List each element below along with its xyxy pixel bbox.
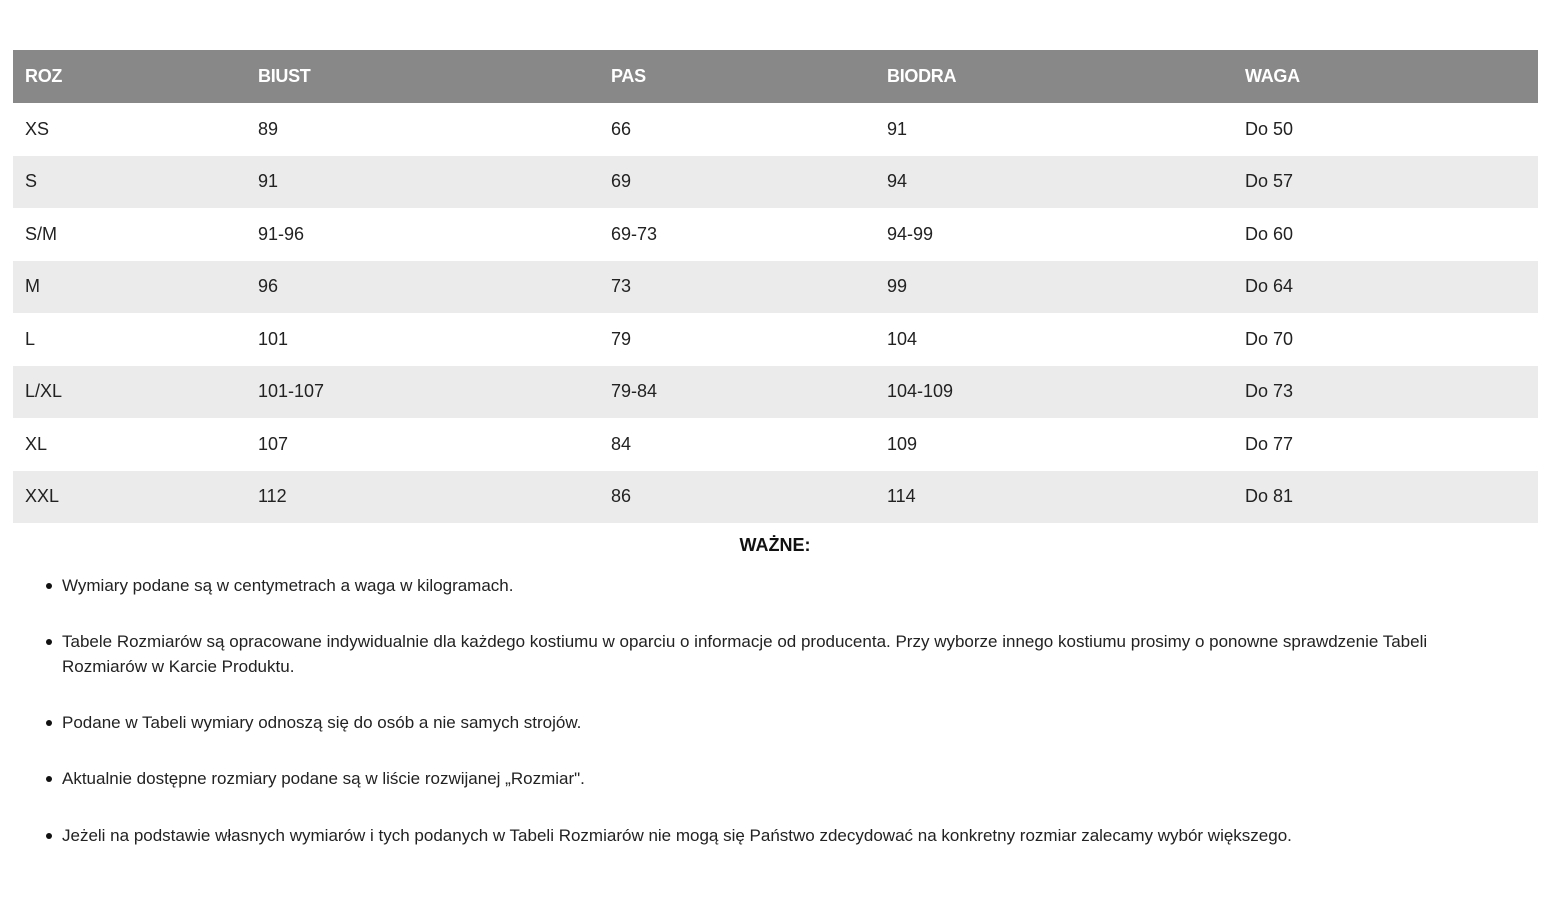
cell-hips: 109 bbox=[875, 418, 1233, 471]
cell-bust: 107 bbox=[246, 418, 599, 471]
list-item-text: Tabele Rozmiarów są opracowane indywidualnie dla każdego kostiumu w oparciu o informacje od producenta. Przy wyborze innego kostiumu prosimy o ponowne sprawdzenie Tabeli Rozmiarów w Karcie Produktu. bbox=[62, 632, 1428, 676]
cell-hips: 104-109 bbox=[875, 366, 1233, 419]
cell-bust: 89 bbox=[246, 103, 599, 156]
cell-waist: 86 bbox=[599, 471, 875, 524]
bullet-icon bbox=[46, 776, 52, 782]
table-row bbox=[13, 418, 1538, 471]
list-item-text: Jeżeli na podstawie własnych wymiarów i tych podanych w Tabeli Rozmiarów nie mogą się Państwo zdecydować na konkretny rozmiar zalecamy wybór większego. bbox=[62, 826, 1292, 845]
list-item-text: Aktualnie dostępne rozmiary podane są w liście rozwijanej „Rozmiar". bbox=[62, 769, 585, 788]
cell-bust: 91-96 bbox=[246, 208, 599, 261]
bullet-icon bbox=[46, 720, 52, 726]
header-cell-waist: PAS bbox=[599, 50, 875, 103]
bullet-icon bbox=[46, 583, 52, 589]
cell-waist: 79 bbox=[599, 313, 875, 366]
cell-bust: 96 bbox=[246, 261, 599, 314]
bullet-icon bbox=[46, 833, 52, 839]
cell-bust: 91 bbox=[246, 156, 599, 209]
list-item bbox=[62, 710, 1512, 735]
cell-hips: 94 bbox=[875, 156, 1233, 209]
cell-size: L bbox=[13, 313, 246, 366]
size-table bbox=[13, 50, 1538, 523]
cell-size: M bbox=[13, 261, 246, 314]
cell-waist: 69 bbox=[599, 156, 875, 209]
table-row bbox=[13, 261, 1538, 314]
header-cell-bust: BIUST bbox=[246, 50, 599, 103]
table-row bbox=[13, 366, 1538, 419]
cell-size: S bbox=[13, 156, 246, 209]
list-item bbox=[62, 766, 1512, 791]
header-row bbox=[13, 50, 1538, 103]
cell-weight: Do 50 bbox=[1233, 103, 1538, 156]
cell-waist: 69-73 bbox=[599, 208, 875, 261]
cell-weight: Do 77 bbox=[1233, 418, 1538, 471]
cell-weight: Do 73 bbox=[1233, 366, 1538, 419]
table-row bbox=[13, 103, 1538, 156]
header-cell-hips: BIODRA bbox=[875, 50, 1233, 103]
cell-size: S/M bbox=[13, 208, 246, 261]
cell-weight: Do 70 bbox=[1233, 313, 1538, 366]
size-table-body bbox=[13, 103, 1538, 523]
cell-hips: 99 bbox=[875, 261, 1233, 314]
cell-waist: 73 bbox=[599, 261, 875, 314]
cell-waist: 79-84 bbox=[599, 366, 875, 419]
cell-size: XL bbox=[13, 418, 246, 471]
header-cell-weight: WAGA bbox=[1233, 50, 1538, 103]
notes-title: WAŻNE: bbox=[739, 535, 811, 555]
cell-waist: 66 bbox=[599, 103, 875, 156]
list-item-text: Podane w Tabeli wymiary odnoszą się do osób a nie samych strojów. bbox=[62, 713, 582, 732]
cell-weight: Do 64 bbox=[1233, 261, 1538, 314]
cell-bust: 112 bbox=[246, 471, 599, 524]
cell-size: XS bbox=[13, 103, 246, 156]
cell-weight: Do 81 bbox=[1233, 471, 1538, 524]
list-item bbox=[62, 573, 1512, 598]
cell-hips: 94-99 bbox=[875, 208, 1233, 261]
list-item-text: Wymiary podane są w centymetrach a waga w kilogramach. bbox=[62, 576, 514, 595]
cell-hips: 104 bbox=[875, 313, 1233, 366]
cell-weight: Do 60 bbox=[1233, 208, 1538, 261]
cell-hips: 91 bbox=[875, 103, 1233, 156]
cell-size: XXL bbox=[13, 471, 246, 524]
list-item bbox=[62, 629, 1512, 679]
list-item bbox=[62, 823, 1512, 848]
cell-hips: 114 bbox=[875, 471, 1233, 524]
header-cell-size: ROZ bbox=[13, 50, 246, 103]
table-row bbox=[13, 471, 1538, 524]
size-table-header bbox=[13, 50, 1538, 103]
cell-bust: 101 bbox=[246, 313, 599, 366]
bullet-icon bbox=[46, 639, 52, 645]
table-row bbox=[13, 313, 1538, 366]
table-row bbox=[13, 208, 1538, 261]
cell-bust: 101-107 bbox=[246, 366, 599, 419]
table-row bbox=[13, 156, 1538, 209]
cell-weight: Do 57 bbox=[1233, 156, 1538, 209]
cell-waist: 84 bbox=[599, 418, 875, 471]
cell-size: L/XL bbox=[13, 366, 246, 419]
